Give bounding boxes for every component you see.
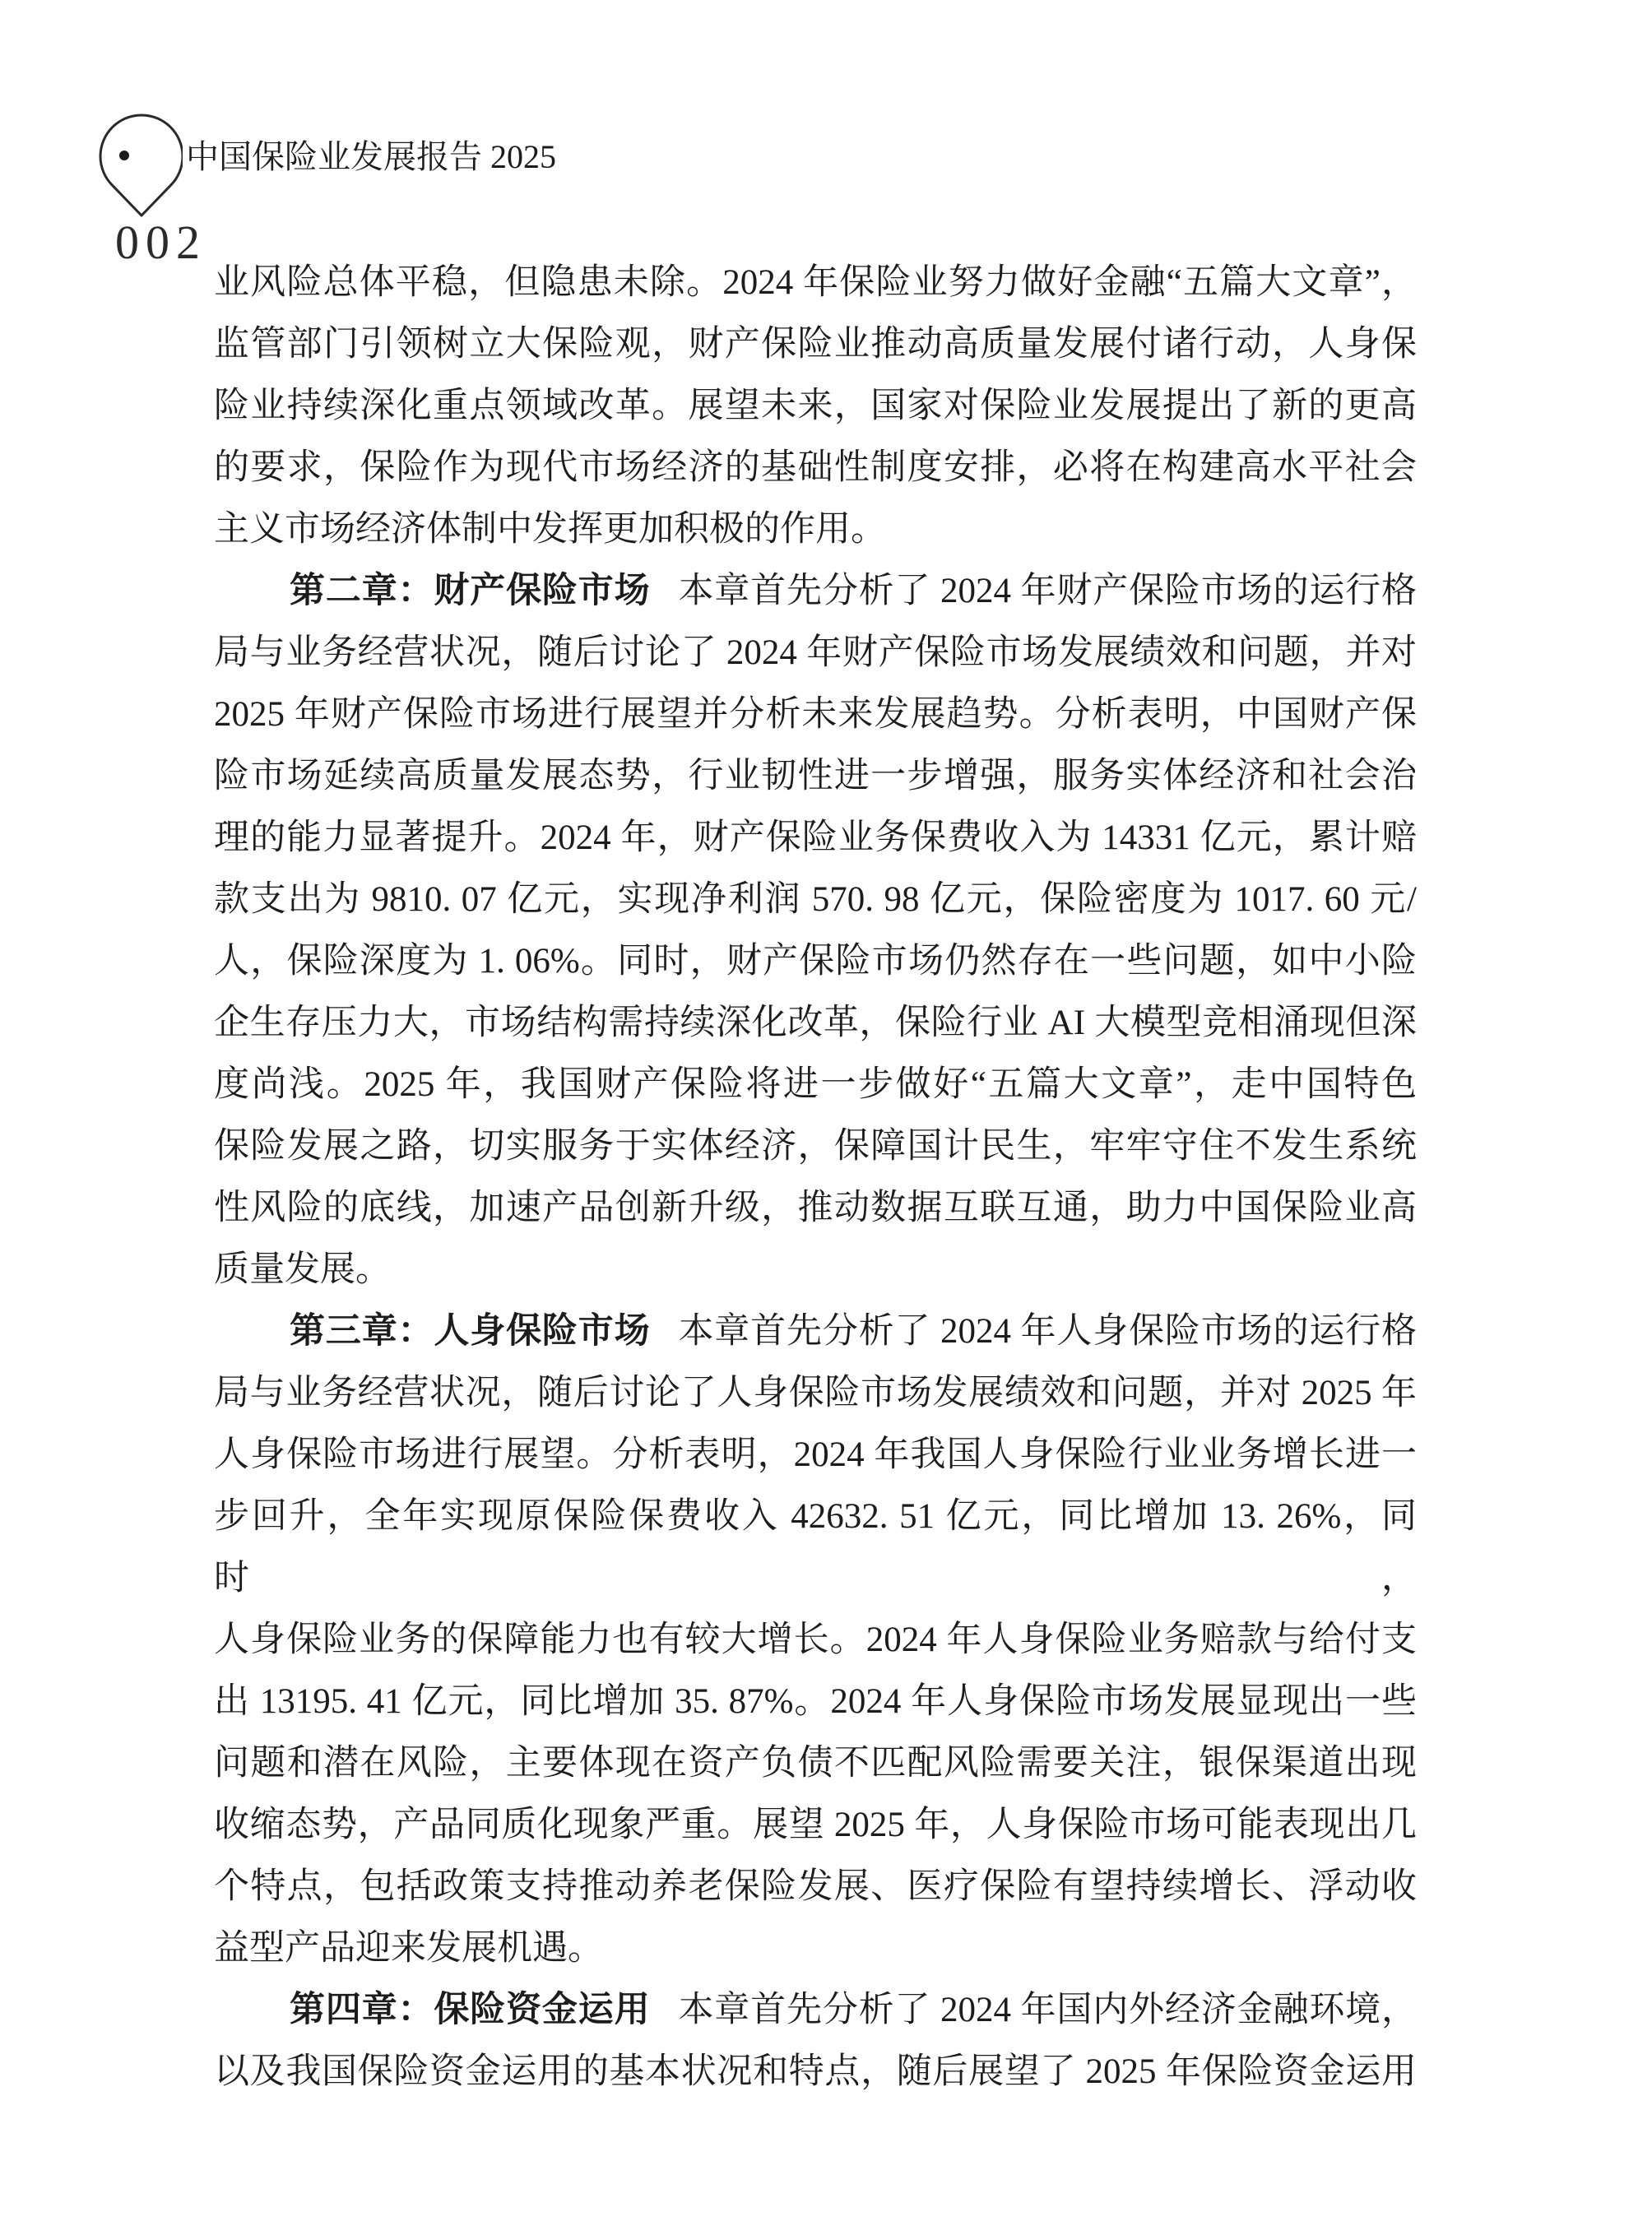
text-line: 人身保险市场进行展望。分析表明，2024 年我国人身保险行业业务增长进一 (214, 1435, 1417, 1474)
chapter-heading: 第二章：财产保险市场 (290, 570, 651, 611)
paragraph-first-line (214, 560, 1417, 622)
text-line: 收缩态势，产品同质化现象严重。展望 2025 年，人身保险市场可能表现出几 (214, 1806, 1417, 1844)
paragraph (214, 560, 1417, 1301)
text-line: 问题和潜在风险，主要体现在资产负债不匹配风险需要关注，银保渠道出现 (214, 1744, 1417, 1783)
text-line: 款支出为 9810. 07 亿元，实现净利润 570. 98 亿元，保险密度为 1017. 60 元/ (214, 880, 1417, 919)
text-run: 本章首先分析了 2024 年国内外经济金融环境， (678, 1991, 1418, 2029)
text-line: 步回升，全年实现原保险保费收入 42632. 51 亿元，同比增加 13. 26%，同时， (214, 1497, 1417, 1597)
text-line: 个特点，包括政策支持推动养老保险发展、医疗保险有望持续增长、浮动收 (214, 1867, 1417, 1906)
text-line: 出 13195. 41 亿元，同比增加 35. 87%。2024 年人身保险市场发展显现出一些 (214, 1682, 1417, 1721)
text-line: 险市场延续高质量发展态势，行业韧性进一步增强，服务实体经济和社会治 (214, 757, 1417, 795)
paragraph (214, 1979, 1417, 2103)
text-line: 理的能力显著提升。2024 年，财产保险业务保费收入为 14331 亿元，累计赔 (214, 818, 1417, 857)
text-line: 局与业务经营状况，随后讨论了 2024 年财产保险市场发展绩效和问题，并对 (214, 633, 1417, 672)
text-line: 2025 年财产保险市场进行展望并分析未来发展趋势。分析表明，中国财产保 (214, 695, 1417, 734)
paragraph-first-line (214, 1979, 1417, 2041)
text-line: 以及我国保险资金运用的基本状况和特点，随后展望了 2025 年保险资金运用 (214, 2052, 1417, 2091)
paragraph-first-line (214, 1301, 1417, 1362)
text-line: 人，保险深度为 1. 06%。同时，财产保险市场仍然存在一些问题，如中小险 (214, 942, 1417, 981)
text-line: 主义市场经济体制中发挥更加积极的作用。 (214, 510, 886, 549)
text-line: 企生存压力大，市场结构需持续深化改革，保险行业 AI 大模型竞相涌现但深 (214, 1004, 1417, 1042)
text-run: 本章首先分析了 2024 年财产保险市场的运行格 (678, 572, 1418, 610)
text-line: 人身保险业务的保障能力也有较大增长。2024 年人身保险业务赔款与给付支 (214, 1621, 1417, 1659)
text-line: 局与业务经营状况，随后讨论了人身保险市场发展绩效和问题，并对 2025 年 (214, 1374, 1417, 1412)
chapter-heading: 第三章：人身保险市场 (290, 1310, 651, 1352)
text-line: 度尚浅。2025 年，我国财产保险将进一步做好“五篇大文章”，走中国特色 (214, 1065, 1417, 1104)
text-run: 本章首先分析了 2024 年人身保险市场的运行格 (678, 1312, 1418, 1351)
page-number: 002 (115, 216, 206, 269)
chapter-heading: 第四章：保险资金运用 (290, 1989, 651, 2030)
text-line: 业风险总体平稳，但隐患未除。2024 年保险业努力做好金融“五篇大文章”， (214, 263, 1417, 302)
text-line: 质量发展。 (214, 1250, 391, 1289)
text-line: 的要求，保险作为现代市场经济的基础性制度安排，必将在构建高水平社会 (214, 448, 1417, 487)
paragraph (214, 252, 1417, 560)
text-line: 保险发展之路，切实服务于实体经济，保障国计民生，牢牢守住不发生系统 (214, 1127, 1417, 1166)
text-line: 性风险的底线，加速产品创新升级，推动数据互联互通，助力中国保险业高 (214, 1189, 1417, 1227)
paragraph (214, 1301, 1417, 1979)
body-text (214, 252, 1417, 2103)
text-line: 益型产品迎来发展机遇。 (214, 1929, 603, 1968)
text-line: 监管部门引领树立大保险观，财产保险业推动高质量发展付诸行动，人身保 (214, 325, 1417, 364)
location-pin-icon (0, 0, 247, 247)
text-line: 险业持续深化重点领域改革。展望未来，国家对保险业发展提出了新的更高 (214, 387, 1417, 425)
report-title: 中国保险业发展报告 2025 (183, 138, 559, 176)
